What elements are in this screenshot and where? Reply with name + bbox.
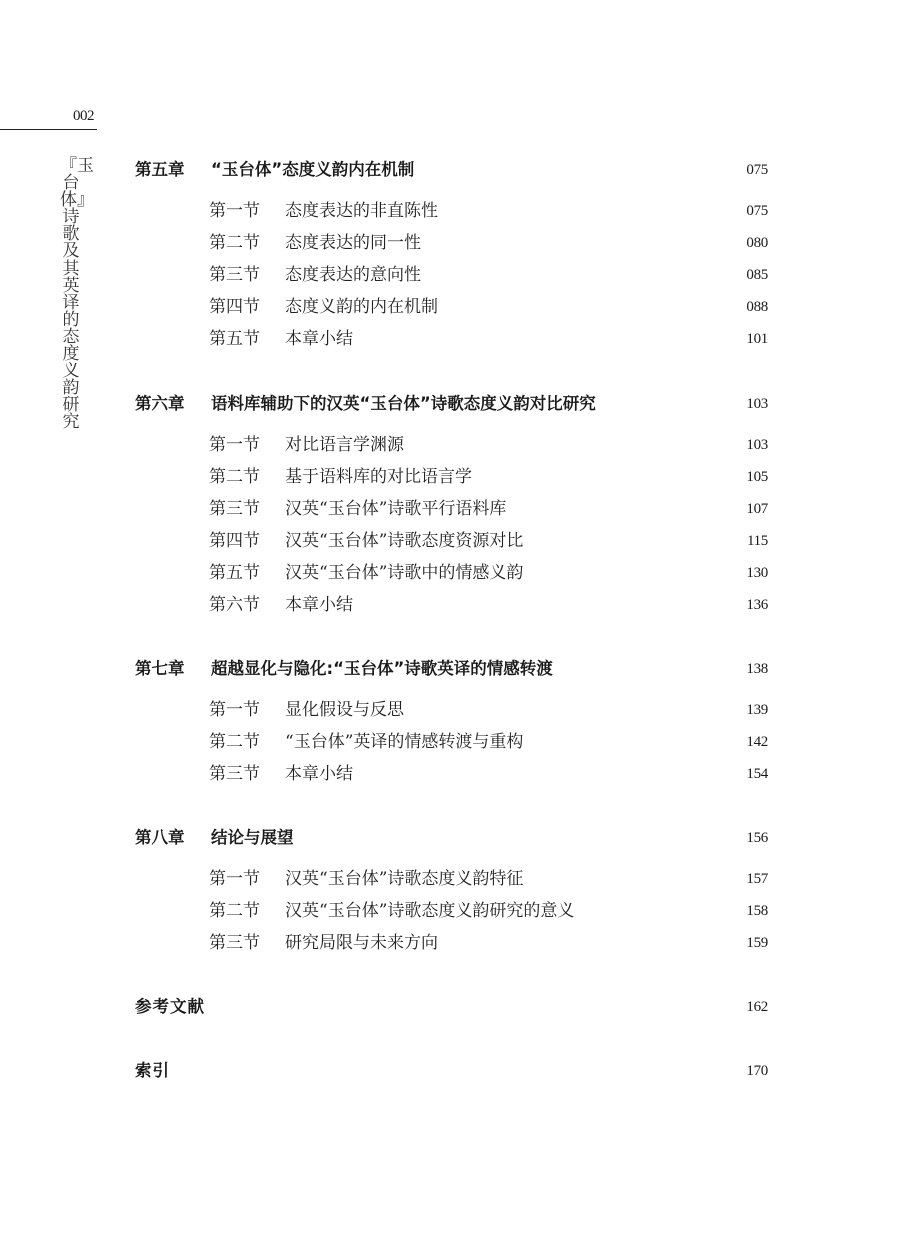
page-ref: 154 [746, 766, 768, 782]
section-number: 第四节 [209, 531, 260, 551]
section-title: 研究局限与未来方向 [285, 933, 438, 953]
toc-entry[interactable] [0, 730, 900, 754]
page-ref: 101 [746, 331, 768, 347]
page-ref: 138 [746, 661, 768, 677]
back-matter-title: 索引 [135, 1061, 170, 1080]
page-ref: 075 [746, 162, 768, 178]
toc-entry[interactable] [0, 231, 900, 255]
section-number: 第一节 [209, 201, 260, 221]
toc-entry[interactable] [0, 392, 900, 416]
toc-entry[interactable] [0, 497, 900, 521]
toc-entry[interactable] [0, 433, 900, 457]
toc-entry[interactable] [0, 899, 900, 923]
toc-entry[interactable] [0, 263, 900, 287]
chapter-title: 语料库辅助下的汉英“玉台体”诗歌态度义韵对比研究 [211, 394, 596, 413]
toc-entry[interactable] [0, 158, 900, 182]
page-ref: 142 [746, 734, 768, 750]
page-ref: 158 [746, 903, 768, 919]
section-number: 第五节 [209, 329, 260, 349]
section-title: 汉英“玉台体”诗歌态度义韵特征 [285, 869, 524, 889]
page-ref: 115 [746, 533, 768, 549]
toc-entry[interactable] [0, 327, 900, 351]
section-number: 第六节 [209, 595, 260, 615]
section-title: 态度表达的非直陈性 [285, 201, 438, 221]
section-number: 第五节 [209, 563, 260, 583]
section-number: 第二节 [209, 467, 260, 487]
section-number: 第一节 [209, 700, 260, 720]
section-title: 汉英“玉台体”诗歌态度资源对比 [285, 531, 524, 551]
chapter-title: 超越显化与隐化:“玉台体”诗歌英译的情感转渡 [211, 659, 553, 678]
page-ref: 156 [746, 830, 768, 846]
running-title: 『玉台体』诗歌及其英译的态度义韵研究 [60, 156, 94, 433]
section-number: 第二节 [209, 901, 260, 921]
chapter-number: 第八章 [135, 828, 185, 847]
toc-entry[interactable] [0, 867, 900, 891]
chapter-title: 结论与展望 [211, 828, 294, 847]
page-ref: 075 [746, 203, 768, 219]
section-title: 显化假设与反思 [285, 700, 404, 720]
section-title: “玉台体”英译的情感转渡与重构 [285, 732, 524, 752]
section-title: 态度表达的同一性 [285, 233, 421, 253]
back-matter-title: 参考文献 [135, 997, 205, 1016]
section-title: 态度义韵的内在机制 [285, 297, 438, 317]
section-number: 第三节 [209, 764, 260, 784]
section-title: 对比语言学渊源 [285, 435, 404, 455]
page-ref: 130 [746, 565, 768, 581]
section-title: 本章小结 [285, 329, 353, 349]
page-ref: 085 [746, 267, 768, 283]
section-number: 第三节 [209, 265, 260, 285]
page-number: 002 [73, 108, 94, 124]
toc-entry[interactable] [0, 657, 900, 681]
chapter-number: 第五章 [135, 160, 185, 179]
section-title: 汉英“玉台体”诗歌中的情感义韵 [285, 563, 524, 583]
page-ref: 170 [746, 1063, 768, 1079]
toc-entry[interactable] [0, 1059, 900, 1083]
chapter-number: 第七章 [135, 659, 185, 678]
section-number: 第三节 [209, 933, 260, 953]
toc-entry[interactable] [0, 762, 900, 786]
toc-entry[interactable] [0, 826, 900, 850]
section-title: 本章小结 [285, 764, 353, 784]
page-ref: 139 [746, 702, 768, 718]
toc-entry[interactable] [0, 698, 900, 722]
chapter-title: “玉台体”态度义韵内在机制 [211, 160, 415, 179]
page-ref: 080 [746, 235, 768, 251]
page-ref: 159 [746, 935, 768, 951]
page-ref: 162 [746, 999, 768, 1015]
page-ref: 103 [746, 396, 768, 412]
toc-entry[interactable] [0, 995, 900, 1019]
section-title: 汉英“玉台体”诗歌态度义韵研究的意义 [285, 901, 575, 921]
page-ref: 136 [746, 597, 768, 613]
section-number: 第一节 [209, 869, 260, 889]
section-number: 第二节 [209, 732, 260, 752]
toc-entry[interactable] [0, 465, 900, 489]
section-title: 汉英“玉台体”诗歌平行语料库 [285, 499, 507, 519]
chapter-number: 第六章 [135, 394, 185, 413]
page-ref: 157 [746, 871, 768, 887]
toc-entry[interactable] [0, 295, 900, 319]
toc-entry[interactable] [0, 199, 900, 223]
section-number: 第四节 [209, 297, 260, 317]
section-number: 第一节 [209, 435, 260, 455]
toc-entry[interactable] [0, 931, 900, 955]
section-number: 第二节 [209, 233, 260, 253]
toc-entry[interactable] [0, 561, 900, 585]
section-title: 基于语料库的对比语言学 [285, 467, 472, 487]
page-ref: 103 [746, 437, 768, 453]
section-title: 本章小结 [285, 595, 353, 615]
page-ref: 105 [746, 469, 768, 485]
page-ref: 107 [746, 501, 768, 517]
page-ref: 088 [746, 299, 768, 315]
toc-entry[interactable] [0, 529, 900, 553]
section-number: 第三节 [209, 499, 260, 519]
toc-entry[interactable] [0, 593, 900, 617]
section-title: 态度表达的意向性 [285, 265, 421, 285]
